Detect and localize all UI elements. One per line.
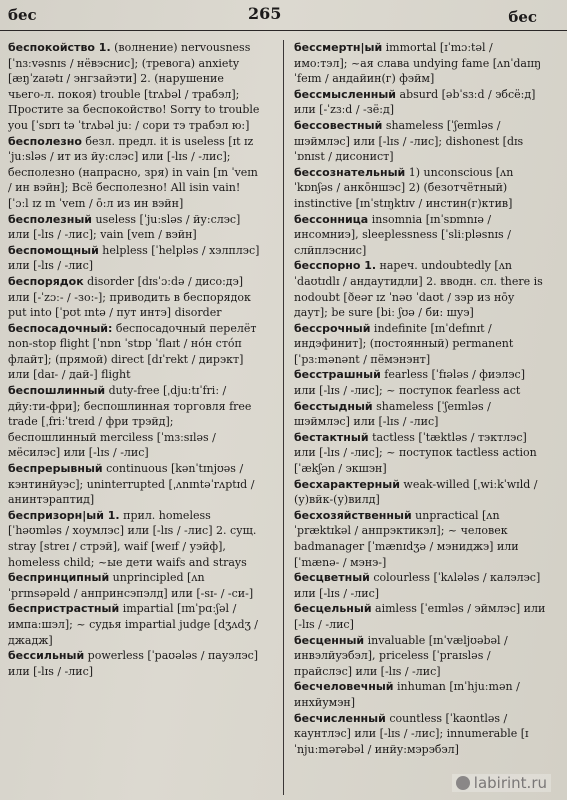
- entry-headword: беспринципный: [8, 571, 110, 585]
- dictionary-entry: [8, 40, 263, 134]
- entry-definition: tactless [ˈtæktləs / тэктлэс] или [-lɪs / -лис]; ~ поступок tactless action [ˈækʃən / экшэн]: [294, 430, 537, 476]
- labirint-logo-icon: [456, 776, 470, 790]
- entry-definition: helpless [ˈhelpləs / хэлплэс] или [-lɪs / -лис]: [8, 243, 260, 273]
- entry-definition: shameless [ˈʃeɪmləs / шэймлэс] или [-lɪs / -лис]; dishonest [dɪsˈɒnɪst / дисонист]: [294, 118, 524, 164]
- right-column: [294, 40, 549, 795]
- dictionary-entry: [294, 570, 549, 601]
- entry-headword: бесстрашный: [294, 368, 381, 382]
- dictionary-entry: [294, 258, 549, 320]
- entry-definition: aimless [ˈeɪmləs / эймлэс] или [-lɪs / -лис]: [294, 602, 546, 631]
- entry-headword: беспосадочный:: [8, 321, 113, 335]
- entry-headword: беспристрастный: [8, 602, 120, 616]
- dictionary-entry: [294, 679, 549, 710]
- dictionary-entry: [8, 461, 263, 508]
- dictionary-entry: [294, 430, 549, 477]
- dictionary-entry: [8, 383, 263, 461]
- entry-headword: беспорядок: [8, 274, 84, 288]
- entry-headword: бесхарактерный: [294, 477, 400, 491]
- entry-definition: colourless [ˈkʌlələs / калэлэс] или [-lɪs / -лис]: [294, 571, 541, 600]
- entry-definition: disorder [dɪsˈɔːdə / дисо:дэ] или [-ˈzɔː- / -зо:-]; приводить в беспорядок put into [ˈpʊt ɪntə / пут интэ] disorder: [8, 274, 251, 320]
- entry-headword: бесцветный: [294, 571, 370, 585]
- left-column: [8, 40, 263, 795]
- page-header: [0, 0, 567, 31]
- entry-definition: immortal [ɪˈmɔːtəl / имо:тэл]; ~ая слава undying fame [ʌnˈdaɪɪŋ ˈfeɪm / андайин(г) фэйм]: [294, 41, 542, 86]
- dictionary-entry: [294, 321, 549, 368]
- dictionary-entry: [294, 477, 549, 508]
- entry-definition: useless [ˈjuːsləs / йу:слэс] или [-lɪs / -лис]; vain [veɪn / вэйн]: [8, 212, 241, 242]
- entry-definition: 1) unconscious [ʌnˈkɒnʃəs / анкōншэс] 2) (безотчётный) instinctive [ɪnˈstɪŋktɪv / инстин(г)ктив]: [294, 165, 514, 210]
- dictionary-entry: [294, 40, 549, 87]
- entry-definition: безл. предл. it is useless [ɪt ɪz ˈjuːsləs / ит из йу:слэс] или [-lɪs / -лис]; бесполезно (напрасно, зря) in vain [ɪn ˈveɪn / ин вэйн]; Всё бесполезно! All isin vain! [ˈɔːl ɪz ɪn ˈveɪn / ō:л из ин вэйн]: [8, 134, 258, 210]
- entry-headword: бессонница: [294, 212, 369, 226]
- dictionary-entry: [294, 711, 549, 758]
- running-head-right: бес: [508, 8, 537, 26]
- entry-headword: бессмысленный: [294, 87, 397, 101]
- dictionary-entry: [8, 274, 263, 321]
- watermark: [452, 774, 551, 792]
- entry-headword: беспризорн|ый 1.: [8, 508, 120, 522]
- dictionary-entry: [8, 648, 263, 679]
- dictionary-entry: [294, 212, 549, 259]
- entry-headword: беспокойство 1.: [8, 41, 111, 54]
- entry-headword: бесстыдный: [294, 399, 373, 413]
- entry-headword: бесценный: [294, 633, 365, 647]
- entry-headword: беспрерывный: [8, 462, 103, 476]
- dictionary-entry: [8, 508, 263, 570]
- entry-definition: (волнение) nervousness [ˈnɜːvəsnɪs / нёвэснис]; (тревога) anxiety [æŋˈzaɪətɪ / энгзайэти] 2. (нарушение чьего-л. покоя) trouble [trʌbəl / трабэл]; Простите за беспокойство! Sorry to trouble you [ˈsɒrɪ tə ˈtrʌbəl juː / сори тэ трабэл ю:]: [8, 41, 260, 132]
- entry-definition: duty-free [ˌdjuːtɪˈfriː / дйу:ти-фри]; беспошлинная торговля free trade [ˌfriːˈtreɪd / фри трэйд]; беспошлинный merciless [ˈmɜːsɪləs / мёсилэс] или [-lɪs / -лис]: [8, 384, 252, 460]
- entry-definition: absurd [əbˈsɜːd / эбсё:д] или [-ˈzɜːd / -зё:д]: [294, 87, 536, 117]
- watermark-text: labirint.ru: [473, 774, 547, 792]
- entry-definition: прил. homeless [ˈhəʊmləs / хоумлэс] или [-lɪs / -лис] 2. сущ. stray [streɪ / стрэй], waif [weɪf / уэйф], homeless child; ~ые дети waifs and strays: [8, 508, 257, 569]
- entry-definition: unprincipled [ʌnˈprɪnsəpəld / анпринсэпэлд] или [-sɪ- / -си-]: [8, 571, 254, 600]
- entry-headword: бесчисленный: [294, 711, 386, 725]
- entry-headword: бесчеловечный: [294, 680, 394, 694]
- entry-headword: бесполезно: [8, 134, 82, 148]
- entry-headword: бессильный: [8, 649, 85, 663]
- dictionary-entry: [294, 87, 549, 118]
- dictionary-entry: [294, 601, 549, 632]
- dictionary-entry: [294, 399, 549, 430]
- entry-definition: inhuman [ɪnˈhjuːmən / инхйумэн]: [294, 680, 520, 709]
- entry-definition: unpractical [ʌnˈpræktɪkəl / анпрэктикэл]; ~ человек badmanager [ˈmænɪdʒə / мэниджэ] или [ˈmænə- / мэнэ-]: [294, 508, 519, 569]
- entry-definition: powerless [ˈpaʊələs / пауэлэс] или [-lɪs / -лис]: [8, 649, 259, 678]
- entry-definition: indefinite [ɪnˈdefɪnɪt / индэфинит]; (постоянный) permanent [ˈpɜːmənənt / пёмэнэнт]: [294, 321, 514, 366]
- dictionary-entry: [294, 367, 549, 398]
- column-divider: [283, 40, 284, 795]
- entry-headword: бесхозяйственный: [294, 508, 412, 522]
- entry-headword: бессмертн|ый: [294, 41, 383, 54]
- dictionary-entry: [294, 633, 549, 680]
- entry-headword: бессознательный: [294, 165, 406, 179]
- entry-headword: беспомощный: [8, 243, 99, 257]
- dictionary-entry: [8, 570, 263, 601]
- dictionary-entry: [294, 118, 549, 165]
- dictionary-entry: [8, 212, 263, 243]
- entry-headword: бесцельный: [294, 602, 372, 616]
- page-number: 265: [248, 4, 282, 23]
- entry-definition: fearless [ˈfɪələs / фиэлэс] или [-lɪs / -лис]; ~ поступок fearless act: [294, 368, 525, 398]
- entry-definition: беспосадочный перелёт non-stop flight [ˈnɒn ˈstɒp ˈflaɪt / нóн стóп флайт]; (прямой) direct [dɪˈrekt / дирэкт] или [daɪ- / дай-] flight: [8, 321, 257, 382]
- entry-definition: нареч. undoubtedly [ʌnˈdaʊtɪdlɪ / андаутидли] 2. вводн. сл. there is nodoubt [ðeər ɪz ˈnəʊ ˈdaʊt / зэр из нōу даут]; be sure [biː ʃʊə / би: шуэ]: [294, 259, 543, 320]
- entry-headword: бесполезный: [8, 212, 92, 226]
- dictionary-entry: [8, 243, 263, 274]
- dictionary-entry: [8, 601, 263, 648]
- entry-headword: бессовестный: [294, 118, 383, 132]
- running-head-left: бес: [8, 6, 37, 24]
- dictionary-entry: [8, 321, 263, 383]
- entry-definition: insomnia [ɪnˈsɒmnɪə / инсомниэ], sleeplessness [ˈsliːpləsnɪs / слйплэснис]: [294, 212, 511, 257]
- entry-definition: weak-willed [ˌwiːkˈwɪld / (у)вйк-(у)вилд]: [294, 477, 538, 507]
- entry-definition: shameless [ˈʃeɪmləs / шэймлэс] или [-lɪs / -лис]: [294, 399, 491, 429]
- dictionary-entry: [294, 165, 549, 212]
- dictionary-entry: [8, 134, 263, 212]
- entry-definition: countless [ˈkaʊntləs / каунтлэс] или [-lɪs / -лис]; innumerable [ɪˈnjuːmərəbəl / инйу:мэрэбэл]: [294, 711, 529, 756]
- entry-headword: бестактный: [294, 430, 369, 444]
- entry-headword: бесспорно 1.: [294, 259, 377, 273]
- entry-definition: impartial [ɪmˈpɑːʃəl / импа:шэл]; ~ судья impartial judge [dʒʌdʒ / джадж]: [8, 602, 259, 647]
- entry-definition: invaluable [ɪnˈvæljʊəbəl / инвэлйуэбэл], priceless [ˈpraɪsləs / прайслэс] или [-lɪs / -лис]: [294, 633, 508, 678]
- entry-definition: continuous [kənˈtɪnjʊəs / кэнтинйуэс]; uninterrupted [ˌʌnɪntəˈrʌptɪd / анинтэраптид]: [8, 462, 255, 507]
- entry-headword: беспошлинный: [8, 384, 106, 398]
- dictionary-entry: [294, 508, 549, 570]
- entry-headword: бессрочный: [294, 321, 371, 335]
